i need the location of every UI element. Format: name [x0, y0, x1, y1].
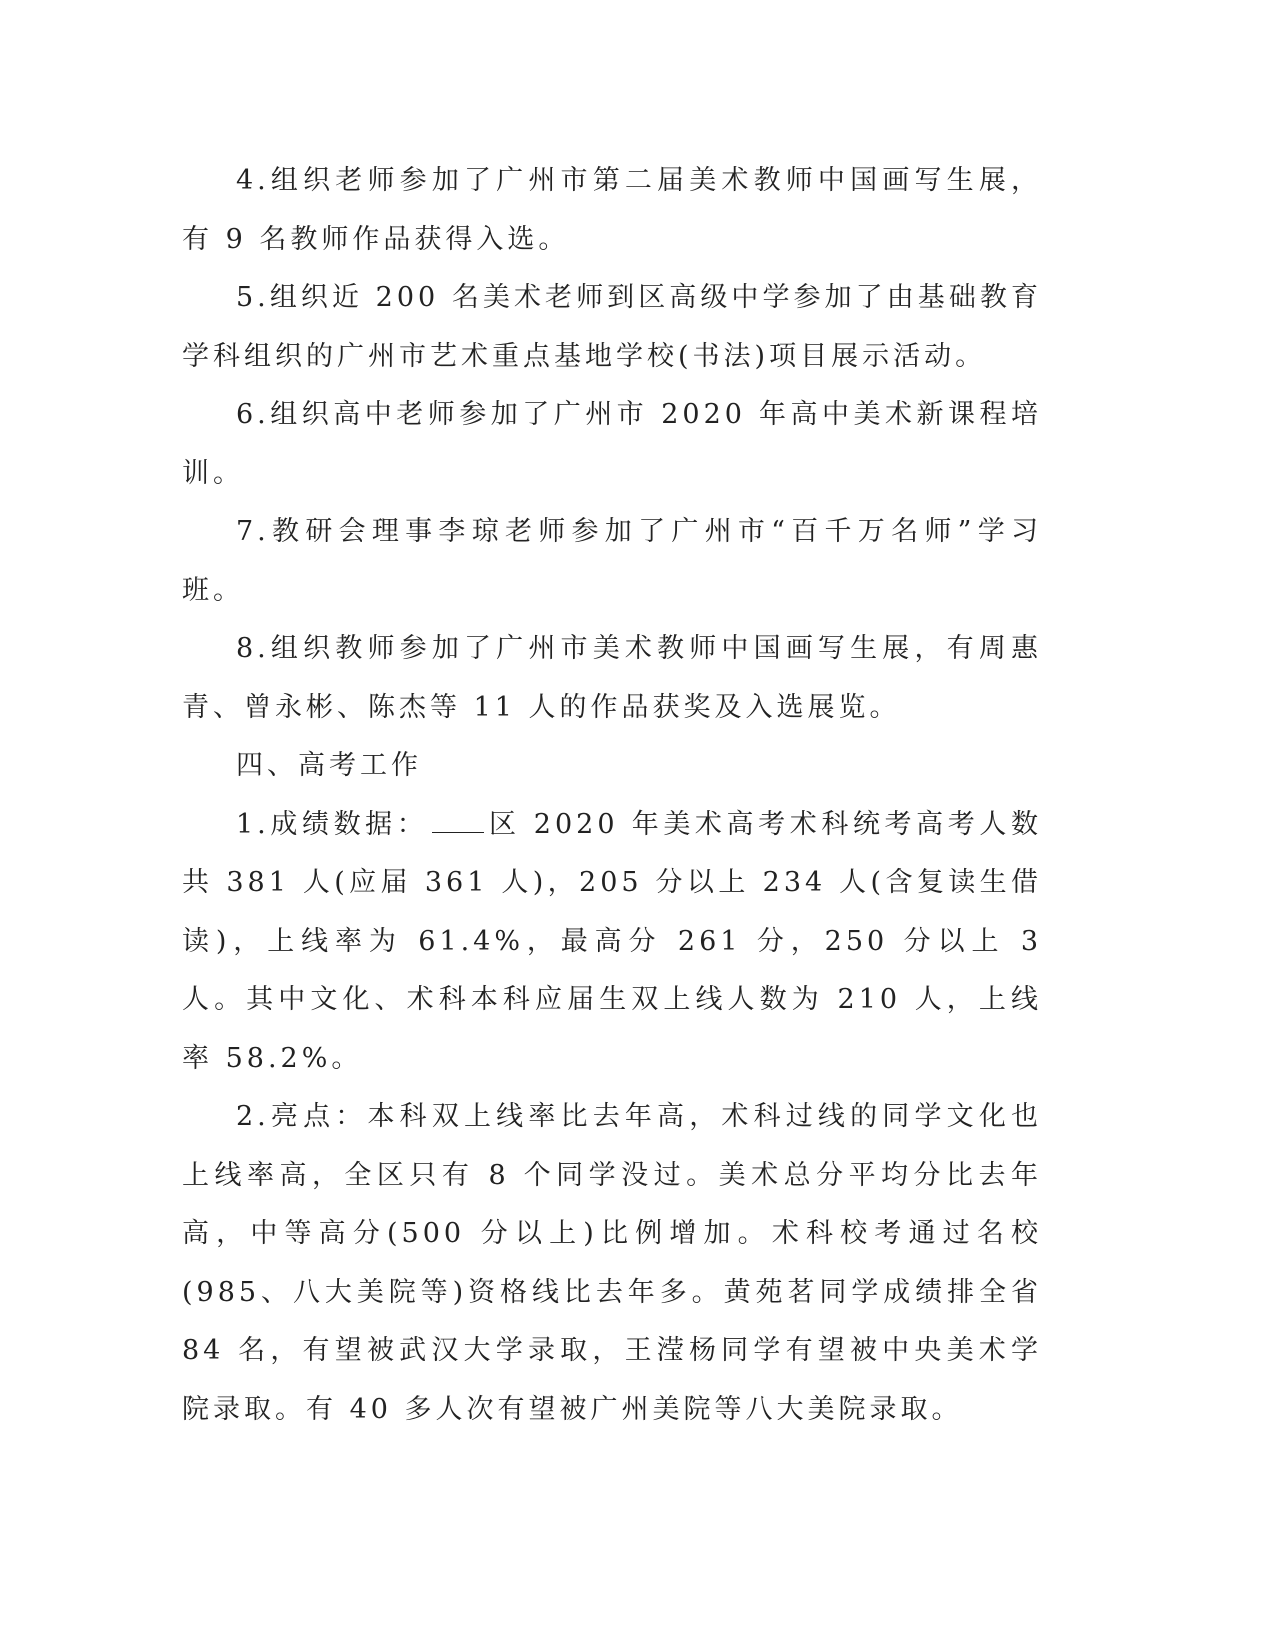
paragraph-item-8: 8.组织教师参加了广州市美术教师中国画写生展，有周惠青、曾永彬、陈杰等 11 人的作品获奖及入选展览。 — [182, 633, 1042, 723]
paragraph-item-6: 6.组织高中老师参加了广州市 2020 年高中美术新课程培训。 — [182, 399, 1042, 489]
score-data-body: 区 2020 年美术高考术科统考高考人数共 381 人(应届 361 人)，205 分以上 234 人(含复读生借读)，上线率为 61.4%，最高分 261 分，250 分以上 3 人。其中文化、术科本科应届生双上线人数为 210 人，上线率 58.2%。 — [182, 808, 1042, 1074]
document-body — [182, 152, 1042, 1439]
paragraph-score-data — [182, 796, 1042, 1089]
score-data-prefix: 1.成绩数据： — [236, 808, 429, 840]
paragraph-item-7: 7.教研会理事李琼老师参加了广州市“百千万名师”学习班。 — [182, 516, 1042, 606]
paragraph-highlights: 2.亮点：本科双上线率比去年高，术科过线的同学文化也上线率高，全区只有 8 个同学没过。美术总分平均分比去年高，中等高分(500 分以上)比例增加。术科校考通过名校(985、八大美院等)资格线比去年多。黄苑茗同学成绩排全省 84 名，有望被武汉大学录取，王滢杨同学有望被中央美术学院录取。有 40 多人次有望被广州美院等八大美院录取。 — [182, 1101, 1042, 1425]
blank-underline — [432, 810, 484, 833]
paragraph-item-5: 5.组织近 200 名美术老师到区高级中学参加了由基础教育学科组织的广州市艺术重点基地学校(书法)项目展示活动。 — [182, 282, 1042, 372]
section-heading-gaokao: 四、高考工作 — [236, 750, 422, 781]
paragraph-item-4: 4.组织老师参加了广州市第二届美术教师中国画写生展，有 9 名教师作品获得入选。 — [182, 165, 1042, 255]
